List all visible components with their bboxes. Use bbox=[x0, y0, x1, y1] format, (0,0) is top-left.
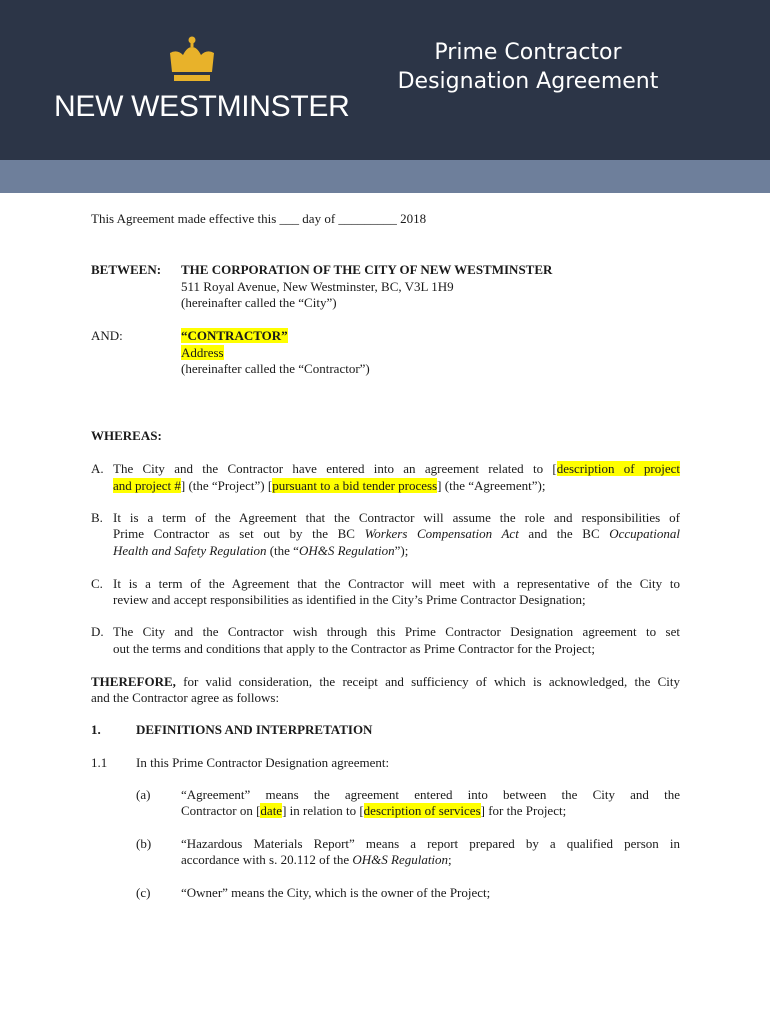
section-1-heading: DEFINITIONS AND INTERPRETATION bbox=[136, 722, 373, 737]
recital-b-line-2: Prime Contractor as set out by the BC Workers Compensation Act and the BC Occupational bbox=[113, 526, 680, 541]
title-line-2: Designation Agreement bbox=[397, 69, 659, 94]
document-title bbox=[378, 38, 678, 96]
definition-a-line-2: Contractor on [date] in relation to [description of services] for the Project; bbox=[181, 803, 567, 818]
recital-b-line-1: It is a term of the Agreement that the Contractor will assume the role and responsibilities of bbox=[113, 510, 680, 525]
section-1-1-text: In this Prime Contractor Designation agreement: bbox=[136, 755, 390, 770]
title-line-1: Prime Contractor bbox=[434, 40, 622, 65]
therefore-line-2: and the Contractor agree as follows: bbox=[91, 690, 280, 705]
between-label: BETWEEN: bbox=[91, 262, 162, 277]
org-name: NEW WESTMINSTER bbox=[54, 90, 350, 123]
section-1-1-number: 1.1 bbox=[91, 755, 108, 770]
definition-a-label: (a) bbox=[136, 787, 151, 802]
definition-c-line-1: “Owner” means the City, which is the owner of the Project; bbox=[181, 885, 491, 900]
definition-a-line-1: “Agreement” means the agreement entered into between the City and the bbox=[181, 787, 680, 802]
whereas-heading: WHEREAS: bbox=[91, 428, 162, 443]
recital-d-line-1: The City and the Contractor wish through this Prime Contractor Designation agreement to set bbox=[113, 624, 680, 639]
recital-c-line-1: It is a term of the Agreement that the Contractor will meet with a representative of the City to bbox=[113, 576, 680, 591]
contractor-called: (hereinafter called the “Contractor”) bbox=[181, 361, 370, 376]
recital-a-label: A. bbox=[91, 461, 104, 476]
effective-date-line: This Agreement made effective this ___ day of _________ 2018 bbox=[91, 211, 427, 226]
contractor-name: “CONTRACTOR” bbox=[181, 328, 288, 343]
section-1-number: 1. bbox=[91, 722, 101, 737]
contractor-address: Address bbox=[181, 345, 224, 360]
therefore-line-1: THEREFORE, for valid consideration, the receipt and sufficiency of which is acknowledged, the City bbox=[91, 674, 680, 689]
city-called: (hereinafter called the “City”) bbox=[181, 295, 337, 310]
recital-d-label: D. bbox=[91, 624, 104, 639]
recital-d-line-2: out the terms and conditions that apply to the Contractor as Prime Contractor for the Project; bbox=[113, 641, 595, 656]
recital-a-line-1: The City and the Contractor have entered into an agreement related to [description of project bbox=[113, 461, 680, 476]
city-name: THE CORPORATION OF THE CITY OF NEW WESTMINSTER bbox=[181, 262, 553, 277]
recital-b-label: B. bbox=[91, 510, 103, 525]
crown-icon bbox=[167, 36, 217, 86]
definition-b-label: (b) bbox=[136, 836, 152, 851]
recital-a-line-2: and project #] (the “Project”) [pursuant to a bid tender process] (the “Agreement”); bbox=[113, 478, 546, 493]
and-label: AND: bbox=[91, 328, 123, 343]
city-address: 511 Royal Avenue, New Westminster, BC, V3L 1H9 bbox=[181, 279, 454, 294]
definition-c-label: (c) bbox=[136, 885, 151, 900]
definition-b-line-1: “Hazardous Materials Report” means a report prepared by a qualified person in bbox=[181, 836, 680, 851]
header-subband bbox=[0, 160, 770, 193]
recital-c-label: C. bbox=[91, 576, 103, 591]
city-logo bbox=[54, 36, 350, 131]
recital-b-line-3: Health and Safety Regulation (the “OH&S Regulation”); bbox=[113, 543, 409, 558]
recital-c-line-2: review and accept responsibilities as identified in the City’s Prime Contractor Designation; bbox=[113, 592, 586, 607]
definition-b-line-2: accordance with s. 20.112 of the OH&S Regulation; bbox=[181, 852, 452, 867]
